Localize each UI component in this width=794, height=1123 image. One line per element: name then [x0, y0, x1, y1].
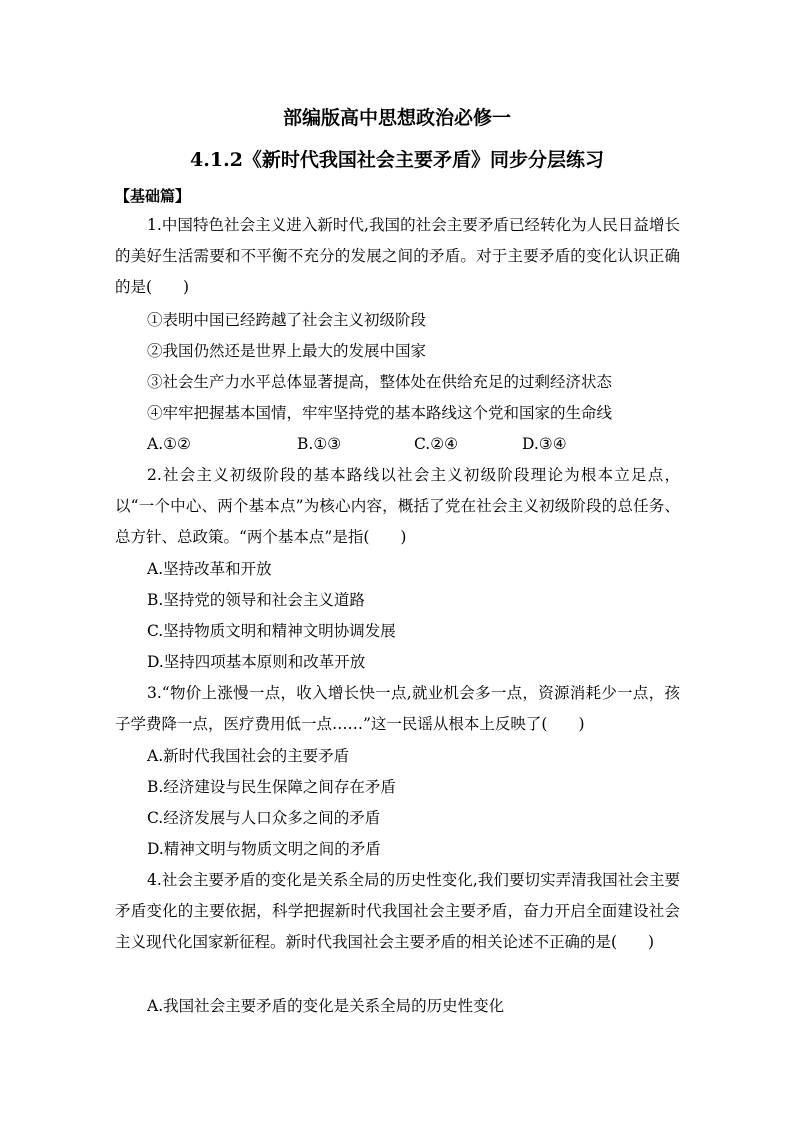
question-1-stem: 1.中国特色社会主义进入新时代,我国的社会主要矛盾已经转化为人民日益增长的美好生活需要和不平衡不充分的发展之间的矛盾。对于主要矛盾的变化认识正确的是( ) — [115, 216, 680, 296]
question-3-option-a: A.新时代我国社会的主要矛盾 — [147, 747, 350, 765]
question-1-statement-1: ①表明中国已经跨越了社会主义初级阶段 — [147, 311, 427, 329]
question-1-statement-2: ②我国仍然还是世界上最大的发展中国家 — [147, 342, 427, 360]
document-subtitle: 4.1.2《新时代我国社会主要矛盾》同步分层练习 — [190, 149, 604, 171]
question-1-option-b: B.①③ — [297, 435, 342, 453]
question-1-statement-4: ④牢牢把握基本国情，牢牢坚持党的基本路线这个党和国家的生命线 — [147, 404, 613, 422]
question-2-option-b: B.坚持党的领导和社会主义道路 — [147, 591, 365, 609]
question-3-option-d: D.精神文明与物质文明之间的矛盾 — [147, 840, 381, 858]
question-1-option-a: A.①② — [147, 435, 191, 453]
document-title: 部编版高中思想政治必修一 — [282, 107, 511, 129]
question-3-stem: 3.“物价上涨慢一点，收入增长快一点,就业机会多一点，资源消耗少一点，孩子学费降一点，医疗费用低一点……”这一民谣从根本上反映了( ) — [115, 684, 680, 733]
section-heading-basic: 【基础篇】 — [115, 187, 191, 205]
question-2-option-d: D.坚持四项基本原则和改革开放 — [147, 653, 366, 671]
question-1-option-d: D.③④ — [522, 435, 567, 453]
question-3-option-b: B.经济建设与民生保障之间存在矛盾 — [147, 778, 396, 796]
question-2-stem: 2.社会主义初级阶段的基本路线以社会主义初级阶段理论为根本立足点，以“一个中心、两个基本点”为核心内容，概括了党在社会主义初级阶段的总任务、总方针、总政策。“两个基本点”是指( ) — [115, 466, 680, 546]
question-4-option-a: A.我国社会主要矛盾的变化是关系全局的历史性变化 — [147, 997, 505, 1015]
question-3-option-c: C.经济发展与人口众多之间的矛盾 — [147, 809, 381, 827]
question-2-option-a: A.坚持改革和开放 — [147, 560, 272, 578]
question-1-options — [147, 434, 607, 454]
question-1-statement-3: ③社会生产力水平总体显著提高，整体处在供给充足的过剩经济状态 — [147, 373, 613, 391]
question-4-stem: 4.社会主要矛盾的变化是关系全局的历史性变化,我们要切实弄清我国社会主要矛盾变化的主要依据，科学把握新时代我国社会主要矛盾，奋力开启全面建设社会主义现代化国家新征程。新时代我国社会主要矛盾的相关论述不正确的是( ) — [115, 871, 680, 951]
question-2-option-c: C.坚持物质文明和精神文明协调发展 — [147, 622, 396, 640]
question-1-option-c: C.②④ — [414, 435, 459, 453]
